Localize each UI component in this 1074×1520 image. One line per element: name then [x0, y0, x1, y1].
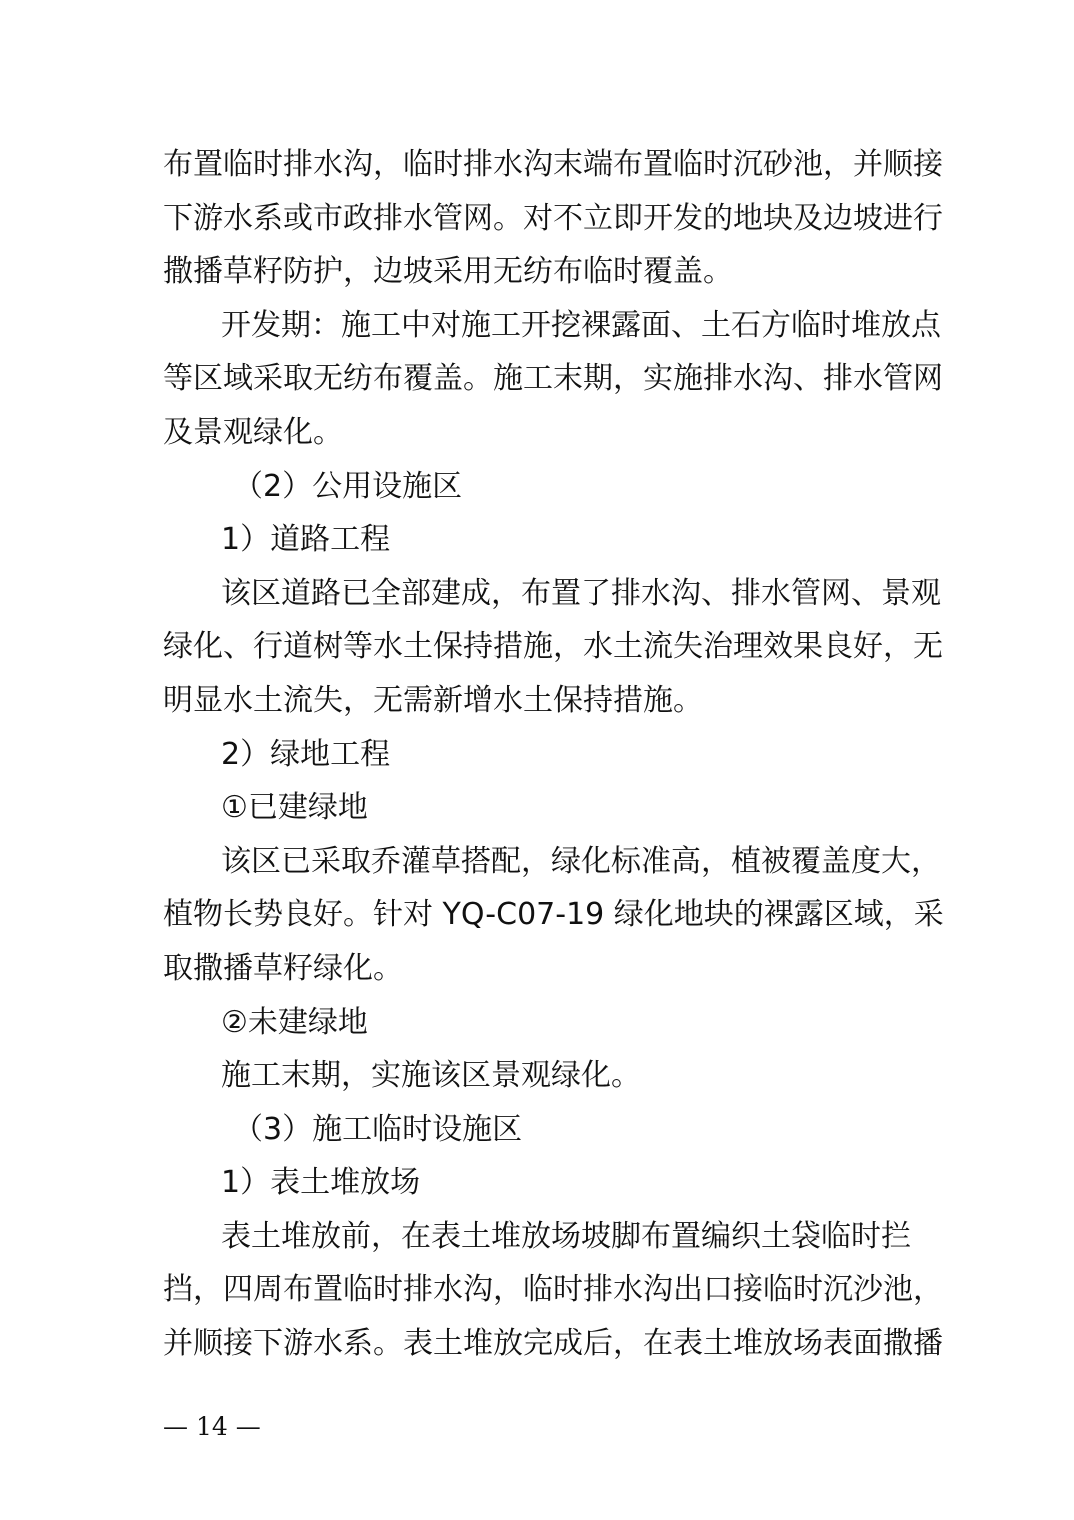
- paragraph-line: 下游水系或市政排水管网。对不立即开发的地块及边坡进行: [163, 200, 943, 236]
- paragraph-line: 等区域采取无纺布覆盖。施工末期，实施排水沟、排水管网: [163, 361, 943, 397]
- paragraph-line: 取撒播草籽绿化。: [163, 950, 403, 986]
- paragraph-line: 挡，四周布置临时排水沟，临时排水沟出口接临时沉沙池，: [163, 1272, 943, 1308]
- item-heading: ②未建绿地: [221, 1004, 368, 1040]
- paragraph-line: 绿化、行道树等水土保持措施，水土流失治理效果良好，无: [163, 629, 943, 665]
- section-heading: （3）施工临时设施区: [233, 1111, 523, 1147]
- paragraph-line: 明显水土流失，无需新增水土保持措施。: [163, 682, 703, 718]
- paragraph-line: 布置临时排水沟，临时排水沟末端布置临时沉砂池，并顺接: [163, 147, 943, 182]
- paragraph-line: 施工末期，实施该区景观绿化。: [221, 1058, 641, 1094]
- subsection-heading: 1）道路工程: [221, 522, 391, 558]
- subsection-heading: 2）绿地工程: [221, 736, 391, 772]
- paragraph-line: 植物长势良好。针对 YQ-C07-19 绿化地块的裸露区域，采: [163, 897, 944, 933]
- paragraph-line: 撒播草籽防护，边坡采用无纺布临时覆盖。: [163, 254, 733, 290]
- paragraph-line: 及景观绿化。: [163, 414, 343, 450]
- subsection-heading: 1）表土堆放场: [221, 1165, 421, 1201]
- document-body: [163, 138, 944, 1371]
- paragraph-line: 并顺接下游水系。表土堆放完成后，在表土堆放场表面撒播: [163, 1326, 943, 1362]
- paragraph-line: 该区已采取乔灌草搭配，绿化标准高，植被覆盖度大，: [221, 843, 941, 879]
- paragraph-line: 该区道路已全部建成，布置了排水沟、排水管网、景观: [221, 575, 941, 611]
- paragraph-line: 开发期：施工中对施工开挖裸露面、土石方临时堆放点: [221, 307, 941, 343]
- item-heading: ①已建绿地: [221, 790, 368, 826]
- page-number: — 14 —: [163, 1412, 261, 1441]
- section-heading: （2）公用设施区: [233, 468, 463, 504]
- paragraph-line: 表土堆放前，在表土堆放场坡脚布置编织土袋临时拦: [221, 1218, 911, 1254]
